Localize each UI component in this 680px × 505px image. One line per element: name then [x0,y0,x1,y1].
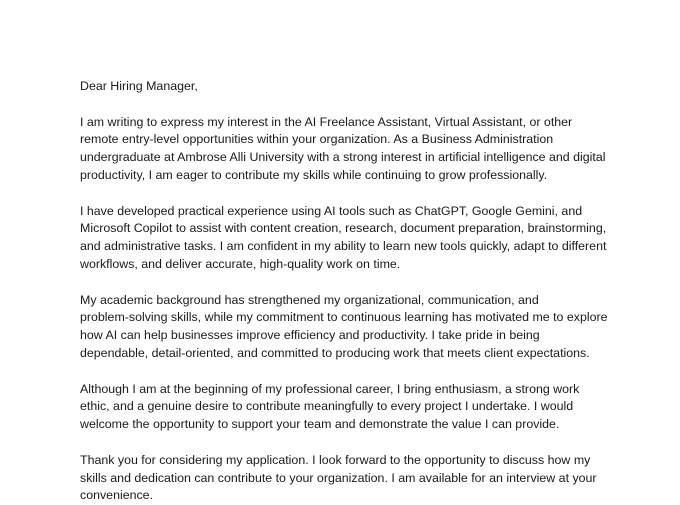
paragraph-line: how AI can help businesses improve efficiency and productivity. I take pride in being [80,328,540,343]
paragraph-line: welcome the opportunity to support your team and demonstrate the value I can provide. [80,417,560,432]
salutation: Dear Hiring Manager, [80,79,198,93]
paragraph-gap [80,274,610,292]
cover-letter [80,78,610,505]
paragraph-line: Although I am at the beginning of my professional career, I bring enthusiasm, a strong work [80,381,580,396]
paragraph-gap [80,185,610,203]
paragraph-line: undergraduate at Ambrose Alli University with a strong interest in artificial intelligence and digital [80,150,606,165]
paragraph-line: Thank you for considering my application. I look forward to the opportunity to discuss how my [80,452,591,467]
paragraph-line: skills and dedication can contribute to your organization. I am available for an interview at your [80,470,597,485]
paragraph-line: dependable, detail-oriented, and committed to producing work that meets client expectations. [80,345,590,360]
paragraph-line: problem-solving skills, while my commitment to continuous learning has motivated me to explore [80,310,608,325]
paragraph-line: and administrative tasks. I am confident in my ability to learn new tools quickly, adapt to different [80,239,607,254]
paragraph-3 [80,292,610,363]
paragraph-line: convenience. [80,488,154,503]
paragraph-line: I have developed practical experience using AI tools such as ChatGPT, Google Gemini, and [80,203,583,218]
paragraph-line: Microsoft Copilot to assist with content creation, research, document preparation, brainstorming, [80,221,607,236]
paragraph-4 [80,381,610,434]
paragraph-line: I am writing to express my interest in the AI Freelance Assistant, Virtual Assistant, or other [80,114,573,129]
paragraph-line: ethic, and a genuine desire to contribute meaningfully to every project I undertake. I would [80,399,574,414]
paragraph-5 [80,452,610,505]
paragraph-2 [80,203,610,274]
paragraph-gap [80,96,610,114]
paragraph-gap [80,363,610,381]
paragraph-gap [80,434,610,452]
paragraph-line: My academic background has strengthened my organizational, communication, and [80,292,539,307]
paragraph-line: workflows, and deliver accurate, high-quality work on time. [80,256,401,271]
paragraph-1 [80,114,610,185]
paragraph-line: remote entry-level opportunities within your organization. As a Business Administration [80,132,554,147]
paragraph-line: productivity, I am eager to contribute my skills while continuing to grow professionally. [80,167,548,182]
